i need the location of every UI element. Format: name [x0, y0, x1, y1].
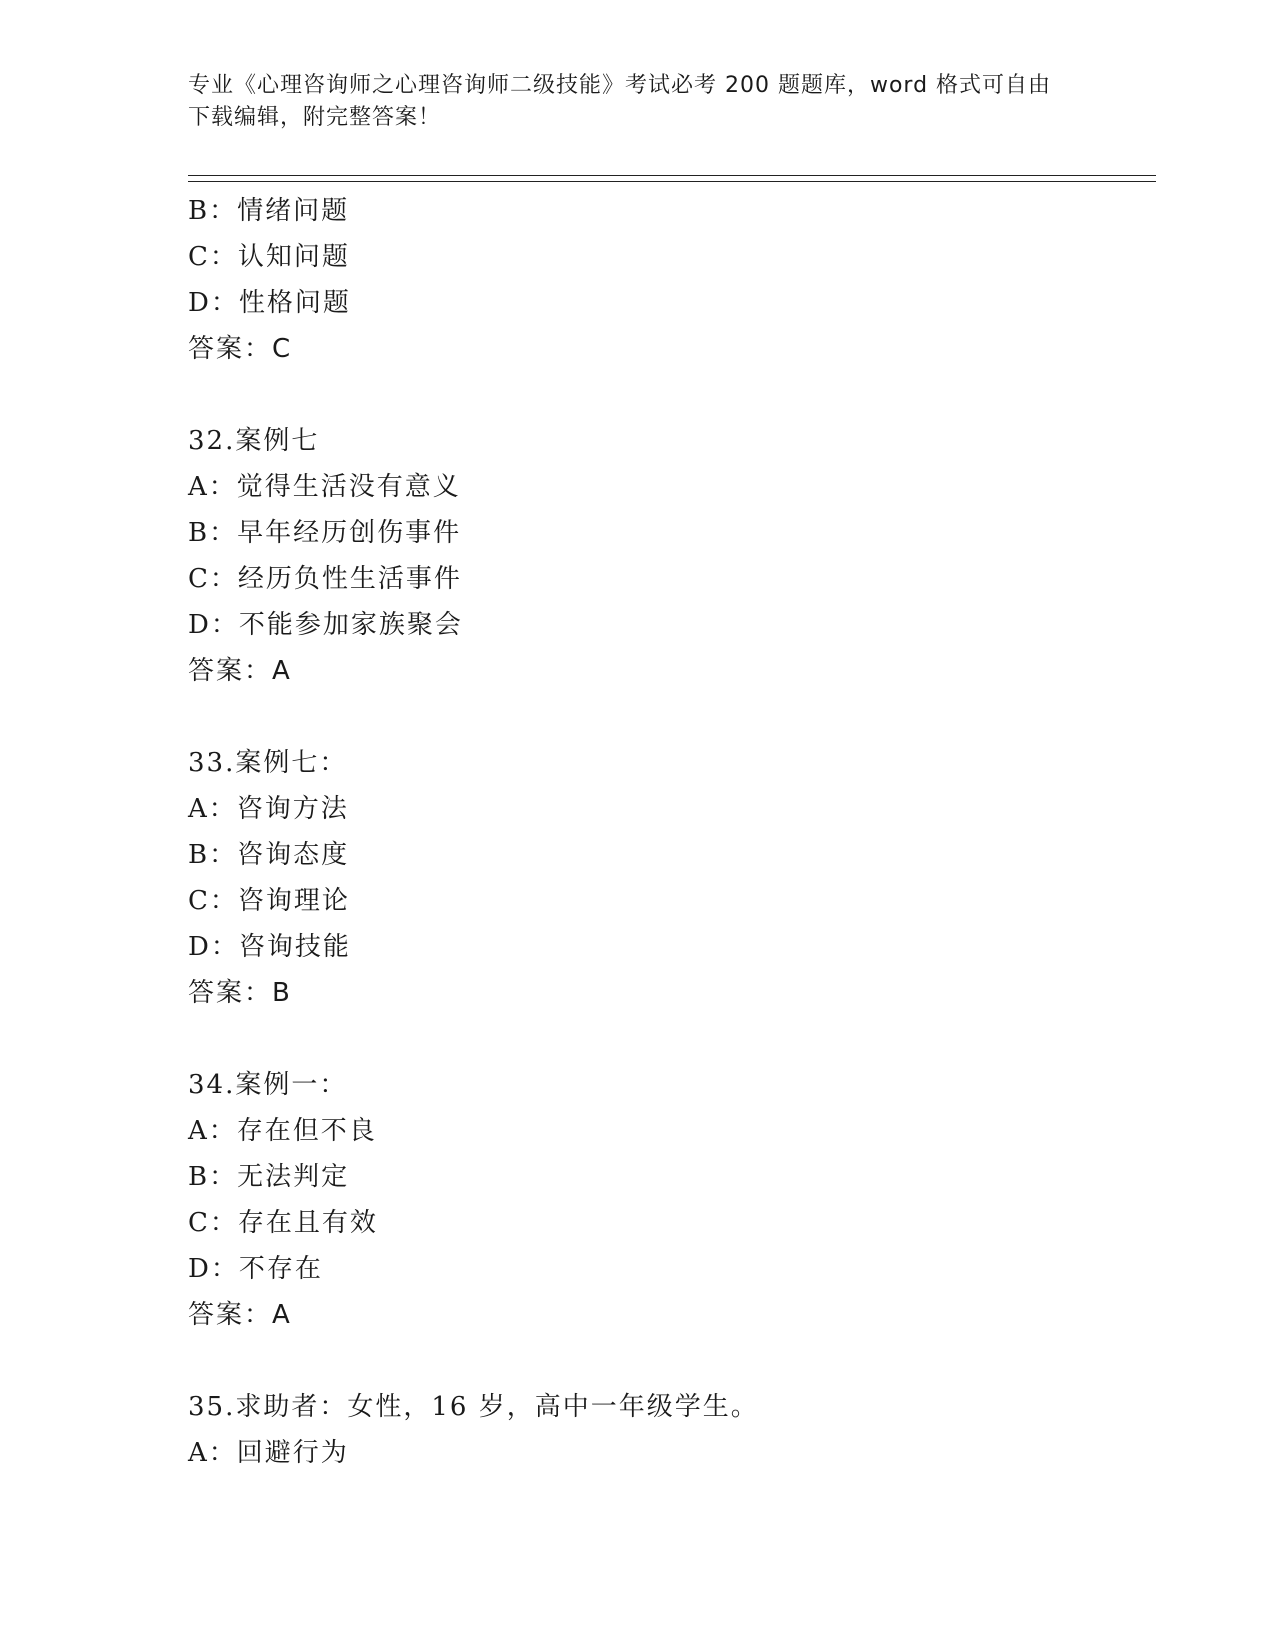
- document-header: 专业《心理咨询师之心理咨询师二级技能》考试必考 200 题题库，word 格式可自由下载编辑，附完整答案！: [188, 73, 1052, 130]
- answer-line: 答案：A: [188, 656, 292, 686]
- question-title: 32.案例七: [188, 426, 320, 456]
- option-d: D：不存在: [188, 1254, 323, 1284]
- question-list: [188, 188, 1148, 1476]
- option-d: D：咨询技能: [188, 932, 351, 962]
- answer-line: 答案：C: [188, 334, 293, 364]
- question-title: 33.案例七：: [188, 748, 348, 778]
- question-block-34: [188, 1062, 1148, 1338]
- option-b: B：咨询态度: [188, 840, 350, 870]
- option-b: B：情绪问题: [188, 196, 350, 226]
- option-b: B：无法判定: [188, 1162, 350, 1192]
- option-c: C：经历负性生活事件: [188, 564, 462, 594]
- option-a: A：咨询方法: [188, 794, 349, 824]
- question-title: 35.求助者：女性，16 岁，高中一年级学生。: [188, 1392, 759, 1422]
- header-rule-top: [188, 175, 1156, 176]
- option-a: A：存在但不良: [188, 1116, 377, 1146]
- question-block-32: [188, 418, 1148, 694]
- option-c: C：咨询理论: [188, 886, 350, 916]
- header-rule-bottom: [188, 181, 1156, 182]
- option-a: A：回避行为: [188, 1438, 349, 1468]
- answer-line: 答案：B: [188, 978, 292, 1008]
- answer-line: 答案：A: [188, 1300, 292, 1330]
- question-block-33: [188, 740, 1148, 1016]
- option-b: B：早年经历创伤事件: [188, 518, 462, 548]
- option-d: D：性格问题: [188, 288, 351, 318]
- question-block-35: [188, 1384, 1148, 1476]
- option-c: C：存在且有效: [188, 1208, 378, 1238]
- option-d: D：不能参加家族聚会: [188, 610, 463, 640]
- question-block-31: [188, 188, 1148, 372]
- option-a: A：觉得生活没有意义: [188, 472, 461, 502]
- option-c: C：认知问题: [188, 242, 350, 272]
- question-title: 34.案例一：: [188, 1070, 348, 1100]
